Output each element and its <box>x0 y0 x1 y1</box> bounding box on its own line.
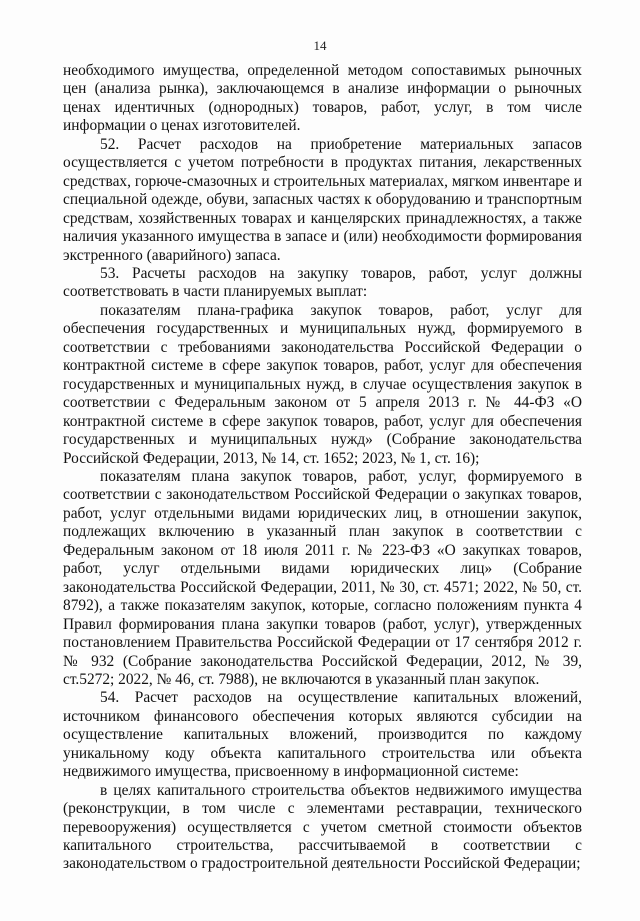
paragraph-continuation: необходимого имущества, определенной методом сопоставимых рыночных цен (анализа рынка), заключающемся в анализе информации о рыночных ценах идентичных (однородных) товаров, работ, услуг, в том числе информации о ценах изготовителей. <box>63 62 582 135</box>
document-body <box>63 62 582 874</box>
paragraph-54: 54. Расчет расходов на осуществление капитальных вложений, источником финансового обеспечения которых являются субсидии на осуществление капитальных вложений, производится по каждому уникальному коду объекта капитального строительства или объекта недвижимого имущества, присвоенному в информационной системе: <box>63 689 582 781</box>
paragraph-52: 52. Расчет расходов на приобретение материальных запасов осуществляется с учетом потребности в продуктах питания, лекарственных средствах, горюче-смазочных и строительных материалах, мягком инвентаре и специальной одежде, обуви, запасных частях к оборудованию и транспортным средствам, хозяйственных товарах и канцелярских принадлежностях, а также наличия указанного имущества в запасе и (или) необходимости формирования экстренного (аварийного) запаса. <box>63 135 582 264</box>
paragraph-53: 53. Расчеты расходов на закупку товаров, работ, услуг должны соответствовать в части планируемых выплат: <box>63 264 582 301</box>
page-number: 14 <box>313 38 327 53</box>
paragraph-53-item-1: показателям плана-графика закупок товаров, работ, услуг для обеспечения государственных и муниципальных нужд, формируемого в соответствии с требованиями законодательства Российской Федерации о контрактной системе в сфере закупок товаров, работ, услуг для обеспечения государственных и муниципальных нужд, в случае осуществления закупок в соответствии с Федеральным законом от 5 апреля 2013 г. № 44-ФЗ «О контрактной системе в сфере закупок товаров, работ, услуг для обеспечения государственных и муниципальных нужд» (Собрание законодательства Российской Федерации, 2013, № 14, ст. 1652; 2023, № 1, ст. 16); <box>63 301 582 467</box>
paragraph-54-item-1: в целях капитального строительства объектов недвижимого имущества (реконструкции, в том числе с элементами реставрации, технического перевооружения) осуществляется с учетом сметной стоимости объектов капитального строительства, рассчитываемой в соответствии с законодательством о градостроительной деятельности Российской Федерации; <box>63 781 582 873</box>
paragraph-53-item-2: показателям плана закупок товаров, работ, услуг, формируемого в соответствии с законодательством Российской Федерации о закупках товаров, работ, услуг отдельными видами юридических лиц, в отношении закупок, подлежащих включению в указанный план закупок в соответствии с Федеральным законом от 18 июля 2011 г. № 223-ФЗ «О закупках товаров, работ, услуг отдельными видами юридических лиц» (Собрание законодательства Российской Федерации, 2011, № 30, ст. 4571; 2022, № 50, ст. 8792), а также показателям закупок, которые, согласно положениям пункта 4 Правил формирования плана закупки товаров (работ, услуг), утвержденных постановлением Правительства Российской Федерации от 17 сентября 2012 г. № 932 (Собрание законодательства Российской Федерации, 2012, № 39, ст.5272; 2022, № 46, ст. 7988), не включаются в указанный план закупок. <box>63 467 582 688</box>
